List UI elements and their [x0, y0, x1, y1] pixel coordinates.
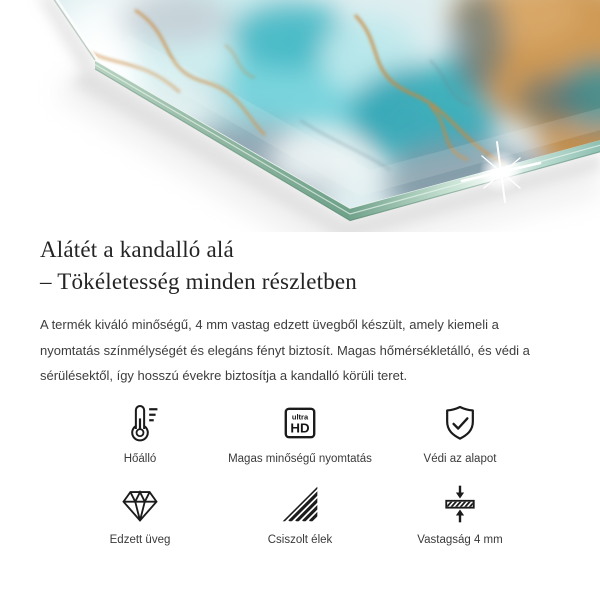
feature-label: Védi az alapot — [423, 452, 497, 465]
feature-tempered-glass — [60, 482, 220, 546]
ultra-hd-text-top: ultra — [291, 411, 309, 421]
feature-thickness — [380, 482, 540, 546]
shield-check-icon — [438, 401, 482, 445]
thermometer-icon — [118, 401, 162, 445]
diamond-icon — [118, 482, 162, 526]
feature-label: Magas minőségű nyomtatás — [228, 452, 372, 465]
feature-label: Hőálló — [123, 452, 157, 465]
glass-panel-artwork — [0, 0, 600, 232]
page-title-line1: Alátét a kandalló alá — [40, 237, 234, 262]
page-title — [40, 234, 560, 298]
feature-label: Vastagság 4 mm — [417, 533, 503, 546]
feature-heat-resistant — [60, 401, 220, 465]
thickness-icon — [438, 482, 482, 526]
feature-protects-base — [380, 401, 540, 465]
ultra-hd-icon — [278, 401, 322, 445]
page-title-line2: – Tökéletesség minden részletben — [40, 269, 358, 294]
feature-polished-edges — [220, 482, 380, 546]
feature-label: Csiszolt élek — [267, 533, 333, 546]
ultra-hd-text-bottom: HD — [290, 420, 310, 436]
feature-label: Edzett üveg — [109, 533, 171, 546]
product-description: A termék kiváló minőségű, 4 mm vastag edzett üvegből készült, amely kiemeli a nyomtatás színmélységét és elegáns fényt biztosít. Magas hőmérsékletálló, és védi a sérülésektől, így hosszú évekre biztosítja a kandalló körüli teret. — [40, 317, 530, 383]
product-image — [0, 0, 600, 232]
feature-print-quality — [220, 401, 380, 465]
feature-grid — [60, 401, 540, 546]
polished-edges-icon — [278, 482, 322, 526]
